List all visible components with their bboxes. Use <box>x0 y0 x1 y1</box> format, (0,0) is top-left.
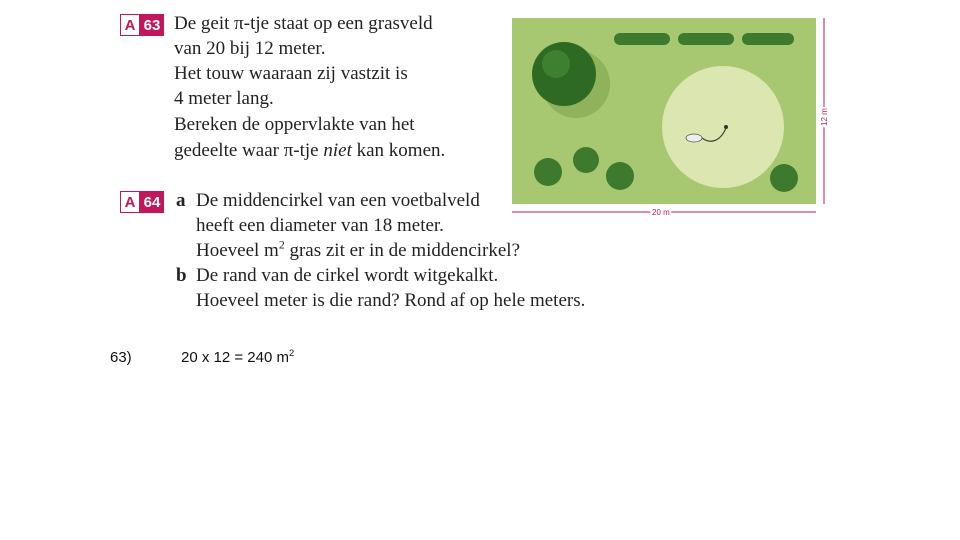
ex64-part-a-label: a <box>176 190 186 211</box>
bush <box>606 162 634 190</box>
height-label: 12 m <box>820 108 829 126</box>
big-tree-highlight <box>542 50 570 78</box>
ex64-a-q-sup: 2 <box>278 238 285 252</box>
ex64-a-line-2: heeft een diameter van 18 meter. <box>196 215 444 236</box>
badge-letter: A <box>120 14 140 36</box>
badge-number: 64 <box>140 191 164 213</box>
ex64-a-line-1: De middencirkel van een voetbalveld <box>196 190 480 211</box>
ex64-a-question <box>196 239 520 263</box>
ex63-line-5: Bereken de oppervlakte van het <box>174 114 415 135</box>
ex64-part-b-label: b <box>176 265 187 286</box>
ex63-line-3: Het touw waaraan zij vastzit is <box>174 63 408 84</box>
stake <box>724 125 728 129</box>
answer-calc-text: 20 x 12 = 240 m <box>181 349 289 366</box>
ex63-emphasis: niet <box>323 140 352 161</box>
answer-unit-sup: 2 <box>289 348 295 358</box>
badge-letter: A <box>120 191 140 213</box>
ex64-b-line-1: De rand van de cirkel wordt witgekalkt. <box>196 265 499 286</box>
exercise-panel <box>96 0 836 316</box>
bush <box>573 147 599 173</box>
ex64-b-line-2: Hoeveel meter is die rand? Rond af op hele meters. <box>196 290 586 311</box>
ex63-line-2: van 20 bij 12 meter. <box>174 38 326 59</box>
answer-label: 63) <box>110 349 132 366</box>
grazing-circle <box>662 66 784 188</box>
exercise-64-badge <box>120 191 164 213</box>
ex64-a-q-start: Hoeveel m <box>196 240 279 261</box>
hedge <box>614 33 670 45</box>
hedge <box>742 33 794 45</box>
hedge <box>678 33 734 45</box>
exercise-63-badge <box>120 14 164 36</box>
goat <box>686 134 702 142</box>
ex64-a-q-end: gras zit er in de middencirkel? <box>284 240 521 261</box>
ex63-line-4: 4 meter lang. <box>174 88 274 109</box>
bush <box>770 164 798 192</box>
ex63-line-6-end: kan komen. <box>351 140 446 161</box>
width-label: 20 m <box>652 208 670 217</box>
grass-field-drawing <box>508 14 838 220</box>
bush <box>534 158 562 186</box>
ex63-line-6 <box>174 139 445 163</box>
answer-calculation <box>181 349 294 366</box>
badge-number: 63 <box>140 14 164 36</box>
ex63-line-6-start: gedeelte waar π-tje <box>174 140 324 161</box>
ex63-line-1: De geit π-tje staat op een grasveld <box>174 13 433 34</box>
